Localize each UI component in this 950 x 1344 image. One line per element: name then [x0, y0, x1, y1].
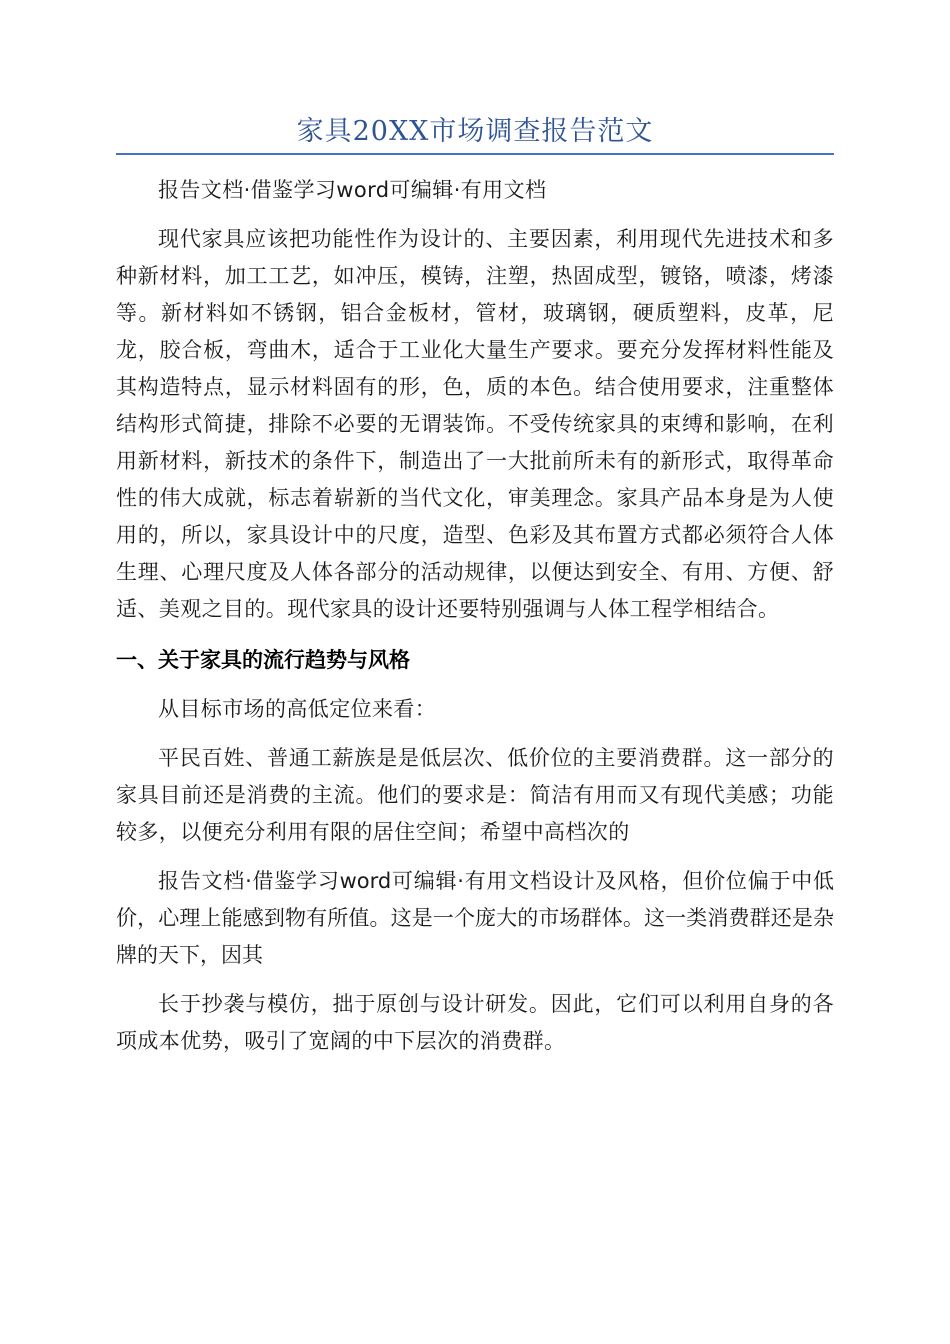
paragraph-target-market: 从目标市场的高低定位来看：: [158, 697, 437, 721]
paragraph-design-style: 报告文档·借鉴学习word可编辑·有用文档设计及风格，但价位偏于中低价，心理上能感到物有所值。这是一个庞大的市场群体。这一类消费群还是杂牌的天下，因其: [116, 869, 834, 967]
paragraph-imitation: 长于抄袭与模仿，拙于原创与设计研发。因此，它们可以利用自身的各项成本优势，吸引了宽阔的中下层次的消费群。: [116, 992, 834, 1053]
paragraph-consumers: 平民百姓、普通工薪族是是低层次、低价位的主要消费群。这一部分的家具目前还是消费的主流。他们的要求是：简洁有用而又有现代美感；功能较多，以便充分利用有限的居住空间；希望中高档次的: [116, 746, 834, 844]
document-title: 家具20XX市场调查报告范文: [296, 116, 654, 147]
subtitle-line: 报告文档·借鉴学习word可编辑·有用文档: [158, 178, 547, 202]
paragraph-modern-furniture: 现代家具应该把功能性作为设计的、主要因素，利用现代先进技术和多种新材料，加工工艺，如冲压，模铸，注塑，热固成型，镀铬，喷漆，烤漆等。新材料如不锈钢，铝合金板材，管材，玻璃钢，硬质塑料，皮革，尼龙，胶合板，弯曲木，适合于工业化大量生产要求。要充分发挥材料性能及其构造特点，显示材料固有的形，色，质的本色。结合使用要求，注重整体结构形式简捷，排除不必要的无谓装饰。不受传统家具的束缚和影响，在利用新材料，新技术的条件下，制造出了一大批前所未有的新形式，取得革命性的伟大成就，标志着崭新的当代文化，审美理念。家具产品本身是为人使用的，所以，家具设计中的尺度，造型、色彩及其布置方式都必须符合人体生理、心理尺度及人体各部分的活动规律，以便达到安全、有用、方便、舒适、美观之目的。现代家具的设计还要特别强调与人体工程学相结合。: [116, 227, 834, 621]
title-underline: [116, 153, 834, 155]
document-body: [116, 172, 834, 1072]
section-heading: 一、关于家具的流行趋势与风格: [116, 648, 410, 672]
